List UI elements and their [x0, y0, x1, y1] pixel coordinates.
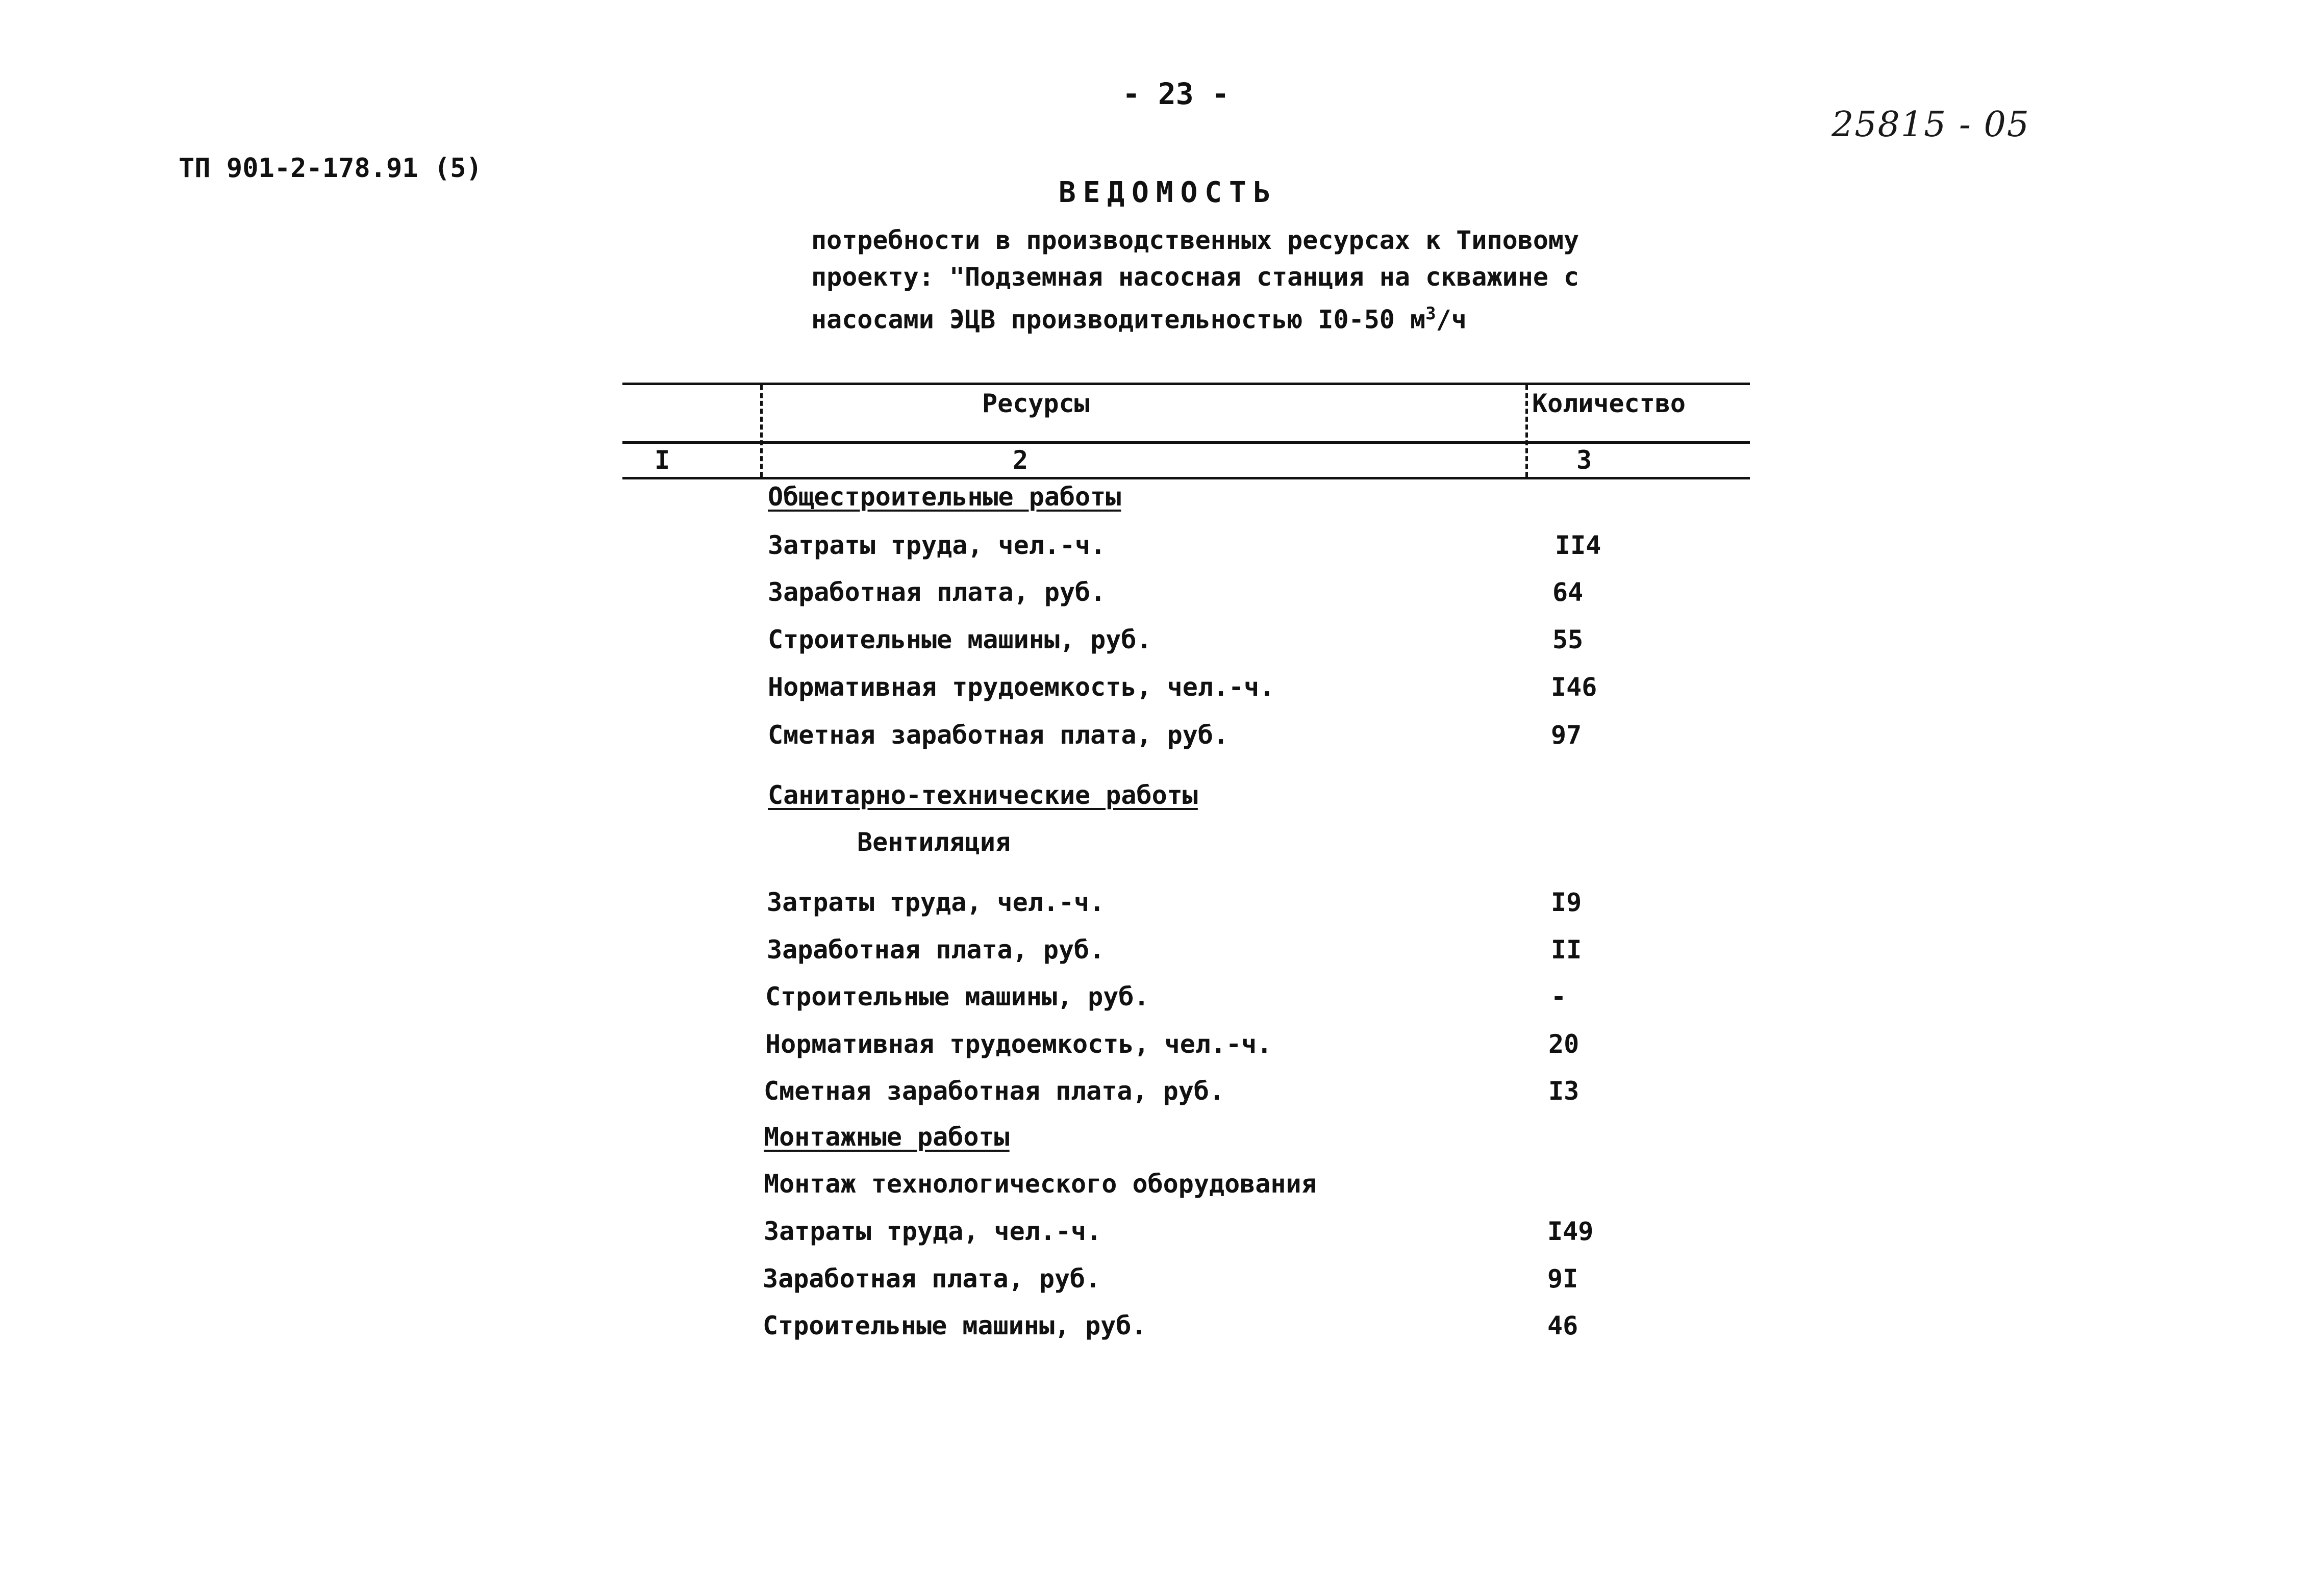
row-label: Нормативная трудоемкость, чел.-ч.: [768, 672, 1275, 702]
row-label: Сметная заработная плата, руб.: [764, 1076, 1225, 1106]
row-label: Строительные машины, руб.: [768, 625, 1152, 654]
column-number-2: 2: [1013, 445, 1029, 475]
row-label: Заработная плата, руб.: [767, 935, 1105, 965]
row-value: I9: [1551, 888, 1582, 917]
row-label: Строительные машины, руб.: [765, 982, 1149, 1011]
row-value: II: [1551, 935, 1582, 965]
subtitle-line-3: [811, 295, 1579, 338]
row-value: 97: [1551, 720, 1582, 750]
subtitle-line-2: проекту: "Подземная насосная станция на скважине с: [811, 262, 1579, 292]
document-title: ВЕДОМОСТЬ: [1059, 176, 1278, 209]
column-divider-2: [1525, 385, 1528, 477]
row-value: 64: [1552, 577, 1584, 607]
row-value: -: [1551, 982, 1567, 1011]
row-label: Нормативная трудоемкость, чел.-ч.: [765, 1029, 1272, 1059]
document-subtitle: [811, 222, 1579, 338]
row-label: Затраты труда, чел.-ч.: [767, 888, 1105, 917]
column-number-3: 3: [1576, 445, 1592, 475]
row-value: 20: [1548, 1029, 1579, 1059]
subtitle-line-1: потребности в производственных ресурсах к Типовому: [811, 225, 1579, 255]
row-label: Сметная заработная плата, руб.: [768, 720, 1229, 750]
section-title-sanitary: Санитарно-технические работы: [768, 780, 1198, 810]
row-value: 9I: [1547, 1264, 1578, 1294]
row-value: 46: [1547, 1311, 1578, 1340]
subtitle-line-3-text: насосами ЭЦВ производительностью I0-50 м: [811, 305, 1426, 335]
section-title-mounting: Монтажные работы: [764, 1122, 1010, 1152]
row-label: Заработная плата, руб.: [763, 1264, 1101, 1294]
handwritten-number: 25815 - 05: [1832, 105, 2030, 145]
column-number-1: I: [655, 445, 670, 475]
subtitle-line-3-unit: /ч: [1436, 305, 1467, 335]
row-value: II4: [1555, 530, 1601, 560]
page-number: - 23 -: [1122, 77, 1230, 111]
row-value: 55: [1552, 625, 1584, 654]
row-value: I49: [1547, 1217, 1594, 1246]
subsection-title-ventilation: Вентиляция: [857, 827, 1011, 857]
section-title-general: Общестроительные работы: [768, 482, 1121, 512]
column-divider-1: [760, 385, 763, 477]
subtitle-superscript: 3: [1425, 303, 1436, 324]
row-label: Строительные машины, руб.: [763, 1311, 1147, 1340]
table-header-rule: [622, 441, 1750, 444]
table-columns-rule: [622, 477, 1750, 479]
subsection-title-equipment: Монтаж технологического оборудования: [764, 1169, 1317, 1199]
row-label: Затраты труда, чел.-ч.: [768, 530, 1106, 560]
table-top-rule: [622, 383, 1750, 385]
row-value: I3: [1548, 1076, 1579, 1106]
header-quantity: Количество: [1532, 389, 1686, 418]
document-code: ТП 901-2-178.91 (5): [179, 153, 482, 184]
row-label: Затраты труда, чел.-ч.: [764, 1217, 1102, 1246]
row-value: I46: [1551, 672, 1597, 702]
row-label: Заработная плата, руб.: [768, 577, 1106, 607]
header-resources: Ресурсы: [982, 389, 1090, 418]
